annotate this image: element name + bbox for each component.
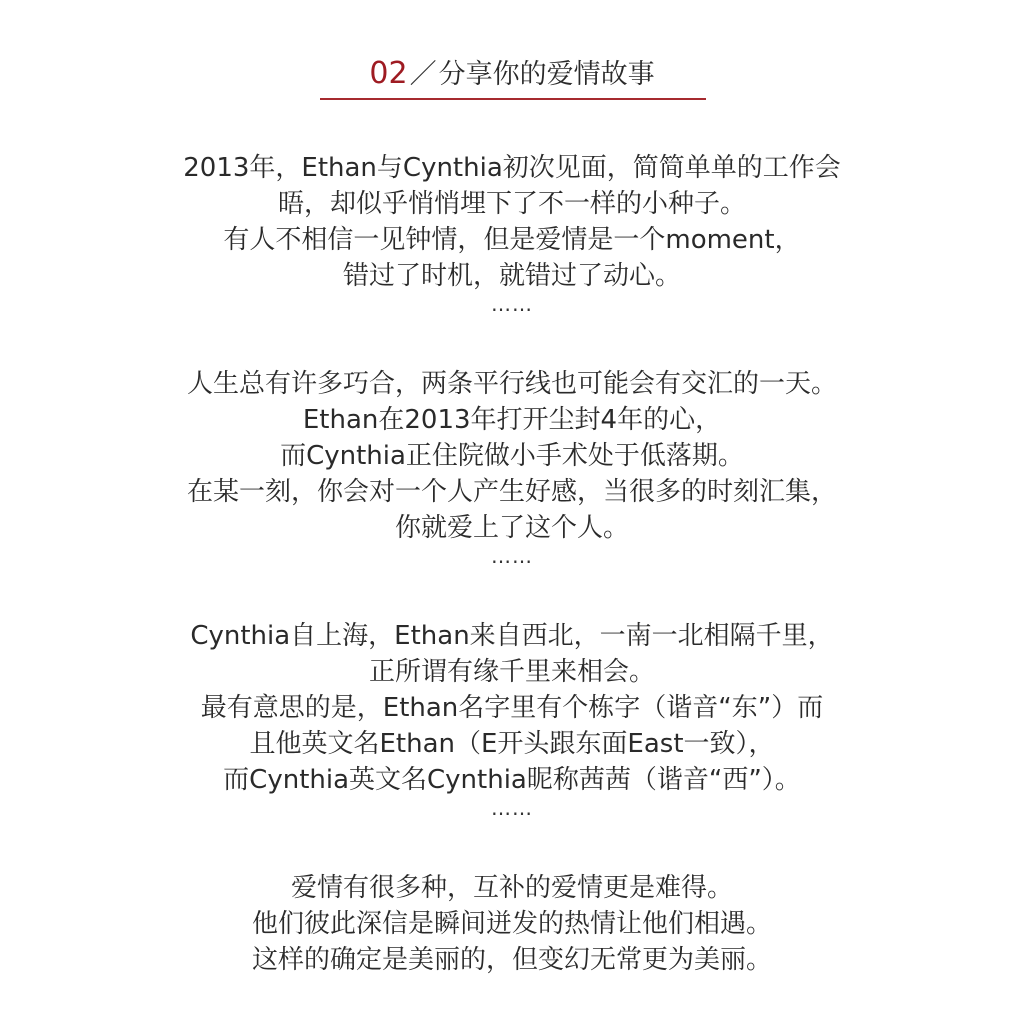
paragraph-line: 晤，却似乎悄悄埋下了不一样的小种子。 xyxy=(277,189,746,219)
story-paragraph-1 xyxy=(0,150,1024,314)
story-paragraph-2 xyxy=(0,366,1024,566)
paragraph-line: 正所谓有缘千里来相会。 xyxy=(368,657,655,687)
paragraph-line: 这样的确定是美丽的，但变幻无常更为美丽。 xyxy=(251,945,772,975)
paragraph-line: Ethan在2013年打开尘封4年的心， xyxy=(302,405,722,435)
paragraph-line: 最有意思的是，Ethan名字里有个栋字（谐音“东”）而 xyxy=(200,693,824,723)
paragraph-line: 人生总有许多巧合，两条平行线也可能会有交汇的一天。 xyxy=(186,369,837,399)
paragraph-line: Cynthia自上海，Ethan来自西北，一南一北相隔千里， xyxy=(190,621,834,651)
paragraph-line: 而Cynthia英文名Cynthia昵称茜茜（谐音“西”）。 xyxy=(223,765,801,795)
paragraph-line: 在某一刻，你会对一个人产生好感，当很多的时刻汇集， xyxy=(186,477,837,507)
paragraph-line: 而Cynthia正住院做小手术处于低落期。 xyxy=(280,441,744,471)
paragraph-line: 且他英文名Ethan（E开头跟东面East一致）， xyxy=(249,729,775,759)
paragraph-ellipsis: …… xyxy=(491,796,533,820)
paragraph-line: 你就爱上了这个人。 xyxy=(394,513,629,543)
heading-separator: ／ xyxy=(409,59,437,90)
story-paragraph-3 xyxy=(0,618,1024,818)
story-paragraph-4 xyxy=(0,870,1024,978)
section-title: 分享你的爱情故事 xyxy=(438,59,655,90)
paragraph-ellipsis: …… xyxy=(491,292,533,316)
paragraph-line: 错过了时机，就错过了动心。 xyxy=(342,261,681,291)
paragraph-line: 有人不相信一见钟情，但是爱情是一个moment， xyxy=(223,225,801,255)
paragraph-line: 他们彼此深信是瞬间迸发的热情让他们相遇。 xyxy=(251,909,772,939)
paragraph-ellipsis: …… xyxy=(491,544,533,568)
section-heading xyxy=(0,52,1024,97)
heading-underline xyxy=(320,98,706,100)
paragraph-line: 爱情有很多种，互补的爱情更是难得。 xyxy=(290,873,733,903)
paragraph-line: 2013年，Ethan与Cynthia初次见面，简简单单的工作会 xyxy=(183,153,841,183)
section-number: 02 xyxy=(369,56,408,91)
